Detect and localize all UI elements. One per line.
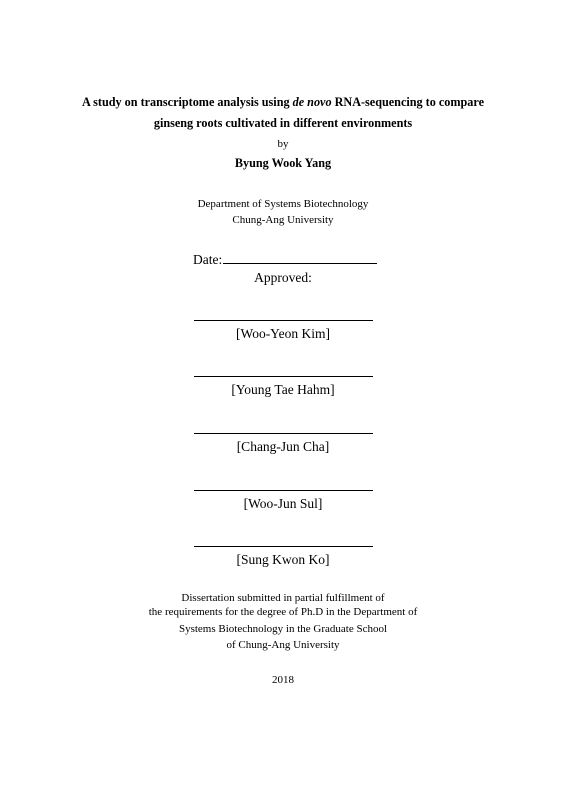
committee-member-1: [Woo-Yeon Kim]	[236, 326, 330, 341]
date-field	[193, 251, 377, 267]
committee-member-4: [Woo-Jun Sul]	[243, 496, 323, 511]
thesis-title-line-1	[0, 96, 566, 108]
dissertation-statement-line-2: the requirements for the degree of Ph.D in the Department of	[148, 606, 418, 618]
thesis-title-line-2: ginseng roots cultivated in different environments	[153, 116, 413, 130]
dissertation-statement-line-4: of Chung-Ang University	[226, 639, 340, 651]
signature-line-1	[194, 320, 373, 321]
committee-member-3: [Chang-Jun Cha]	[236, 439, 330, 454]
signature-line-5	[194, 546, 373, 547]
signature-line-3	[194, 433, 373, 434]
committee-member-2: [Young Tae Hahm]	[231, 382, 335, 397]
thesis-title-italic: de novo	[292, 95, 332, 109]
date-label: Date:	[193, 252, 223, 267]
thesis-title-suffix: RNA-sequencing to compare	[331, 95, 484, 109]
committee-member-5: [Sung Kwon Ko]	[236, 552, 330, 567]
by-label: by	[277, 138, 289, 150]
signature-line-2	[194, 376, 373, 377]
dissertation-statement-line-3: Systems Biotechnology in the Graduate School	[178, 623, 388, 635]
department-name: Department of Systems Biotechnology	[197, 198, 369, 210]
university-name: Chung-Ang University	[232, 214, 334, 226]
dissertation-statement-line-1: Dissertation submitted in partial fulfillment of	[181, 592, 385, 604]
date-signature-line	[223, 251, 377, 264]
submission-year: 2018	[272, 674, 294, 686]
approved-label: Approved:	[254, 270, 312, 285]
author-name: Byung Wook Yang	[234, 156, 332, 170]
signature-line-4	[194, 490, 373, 491]
thesis-title-prefix: A study on transcriptome analysis using	[82, 95, 293, 109]
